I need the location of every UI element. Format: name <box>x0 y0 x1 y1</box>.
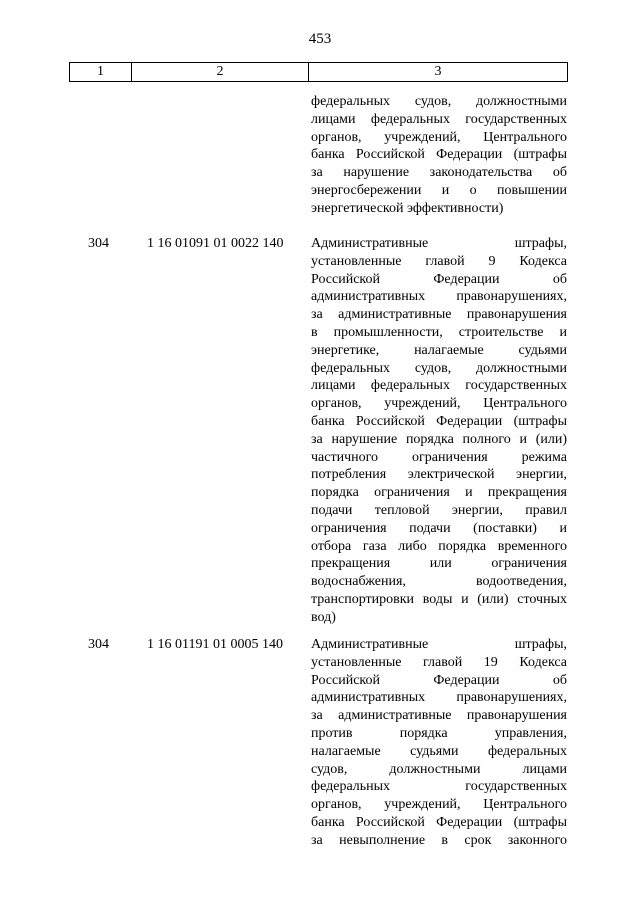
description-line: порядка ограничения и прекращения <box>311 485 567 501</box>
description-line: Административные штрафы, <box>311 637 567 652</box>
description-line: против порядка управления, <box>311 725 567 741</box>
budget-classification-code: 1 16 01191 01 0005 140 <box>147 637 283 652</box>
description-line: банка Российской Федерации (штрафы <box>311 413 567 429</box>
description-line: федеральных государственных <box>311 779 567 795</box>
description-line: за нарушение порядка полного и (или) <box>311 431 567 447</box>
description-line: отбора газа либо порядка временного <box>311 538 567 554</box>
description-line: банка Российской Федерации (штрафы <box>311 147 567 163</box>
description-line: лицами федеральных государственных <box>311 378 567 394</box>
income-description <box>311 235 567 627</box>
description-line: банка Российской Федерации (штрафы <box>311 814 567 830</box>
description-line: энергетике, налагаемые судьями <box>311 342 567 358</box>
admin-code: 304 <box>88 236 109 251</box>
description-line: частичного ограничения режима <box>311 449 567 465</box>
description-line: за административные правонарушения <box>311 307 567 323</box>
description-line: установленные главой 19 Кодекса <box>311 654 567 670</box>
description-line: органов, учреждений, Центрального <box>311 129 567 145</box>
page-number: 453 <box>308 31 332 47</box>
description-line: за административные правонарушения <box>311 708 567 724</box>
description-line: Административные штрафы, <box>311 236 567 251</box>
description-line: подачи тепловой энергии, правил <box>311 502 567 518</box>
continued-description <box>311 93 567 218</box>
description-line: водоснабжения, водоотведения, <box>311 574 567 590</box>
description-line: за невыполнение в срок законного <box>311 832 567 848</box>
description-line: лицами федеральных государственных <box>311 111 567 127</box>
table-header-row <box>69 62 568 82</box>
description-line: установленные главой 9 Кодекса <box>311 253 567 269</box>
description-line: транспортировки воды и (или) сточных <box>311 591 567 607</box>
description-line: налагаемые судьями федеральных <box>311 743 567 759</box>
description-line: энергетической эффективности) <box>311 200 504 216</box>
header-col-2: 2 <box>132 63 309 81</box>
description-line: вод) <box>311 609 336 625</box>
description-line: Российской Федерации об <box>311 672 567 688</box>
description-line: административных правонарушениях, <box>311 289 567 305</box>
description-line: потребления электрической энергии, <box>311 467 567 483</box>
description-line: ограничения подачи (поставки) и <box>311 520 567 536</box>
description-line: энергосбережении и о повышении <box>311 182 567 198</box>
description-line: прекращения или ограничения <box>311 556 567 572</box>
description-line: административных правонарушениях, <box>311 690 567 706</box>
description-line: Российской Федерации об <box>311 271 567 287</box>
admin-code: 304 <box>88 637 109 652</box>
budget-classification-code: 1 16 01091 01 0022 140 <box>147 236 284 251</box>
description-line: судов, должностными лицами <box>311 761 567 777</box>
description-line: органов, учреждений, Центрального <box>311 797 567 813</box>
description-line: федеральных судов, должностными <box>311 360 567 376</box>
income-description <box>311 636 567 850</box>
description-line: федеральных судов, должностными <box>311 94 567 109</box>
description-line: за нарушение законодательства об <box>311 165 567 181</box>
header-col-1: 1 <box>70 63 132 81</box>
description-line: в промышленности, строительстве и <box>311 324 567 340</box>
header-col-3: 3 <box>434 64 442 79</box>
description-line: органов, учреждений, Центрального <box>311 396 567 412</box>
